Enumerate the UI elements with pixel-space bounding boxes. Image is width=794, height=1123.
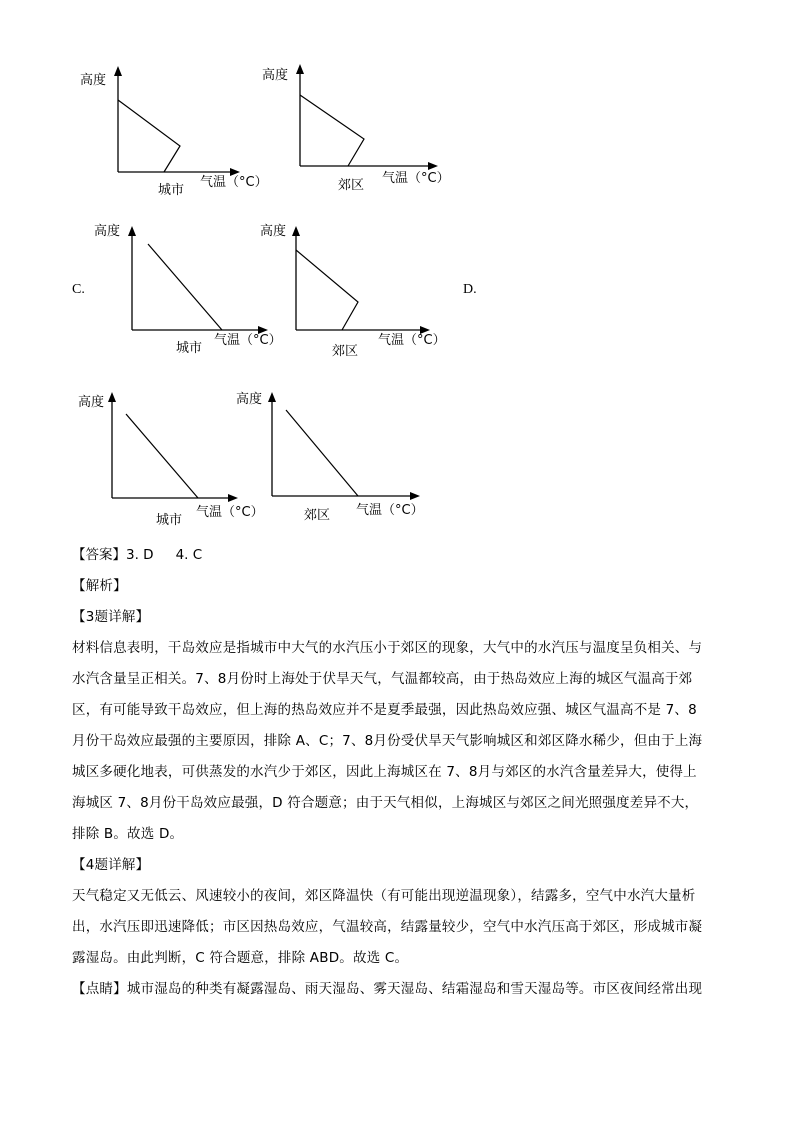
temperature-profile-line [126,414,198,498]
q4-heading: 【4题详解】 [72,857,150,873]
x-axis-label: 气温（°C） [200,175,268,190]
q3-heading: 【3题详解】 [72,609,150,625]
area-label: 郊区 [332,344,359,359]
comment-text: 城市湿岛的种类有凝露湿岛、雨天湿岛、雾天湿岛、结霜湿岛和雪天湿岛等。市区夜间经常出现 [126,981,703,997]
temperature-profile-line [286,410,358,496]
y-axis-arrow [108,392,116,402]
answer-line [72,540,202,571]
y-axis-label: 高度 [260,224,287,239]
q4-line: 露湿岛。由此判断，C 符合题意，排除 ABD。故选 C。 [72,950,409,966]
explanation [72,571,722,1005]
answer-q3: 3. D [126,547,154,563]
q3-line: 城区多硬化地表，可供蒸发的水汽少于郊区，因此上海城区在 7、8月与郊区的水汽含量差异大，使得上 [72,764,697,780]
q3-line: 排除 B。故选 D。 [72,826,184,842]
comment-label: 【点睛】 [72,981,127,997]
comment-line [72,974,722,1005]
temperature-profile-line [300,95,364,166]
q3-line: 月份干岛效应最强的主要原因，排除 A、C；7、8月份受伏旱天气影响城区和郊区降水稀少，但由于上海 [72,733,703,749]
area-label: 郊区 [338,178,365,193]
chart-b-city [72,62,282,202]
temperature-profile-line [296,250,358,330]
x-axis-arrow [410,492,420,500]
answer-q4: 4. C [175,547,203,563]
q4-line: 出，水汽压即迅速降低；市区因热岛效应，气温较高，结露量较少，空气中水汽压高于郊区，形成城市凝 [72,919,703,935]
y-axis-label: 高度 [94,224,121,239]
y-axis-label: 高度 [78,395,105,410]
analysis-heading: 【解析】 [72,578,127,594]
y-axis-label: 高度 [262,68,289,83]
chart-c-suburb [254,220,474,360]
y-axis-arrow [296,64,304,74]
x-axis-label: 气温（°C） [378,333,446,348]
option-d-label: D. [463,282,477,297]
area-label: 郊区 [304,508,331,523]
y-axis-arrow [128,226,136,236]
x-axis-label: 气温（°C） [214,333,282,348]
x-axis-arrow [428,162,438,170]
temperature-profile-line [118,100,180,172]
option-c-label: C. [72,282,85,297]
q3-line: 区，有可能导致干岛效应，但上海的热岛效应并不是夏季最强，因此热岛效应强、城区气温高不是 7、8 [72,702,697,718]
x-axis-label: 气温（°C） [382,171,450,186]
q3-line: 海城区 7、8月份干岛效应最强，D 符合题意；由于天气相似，上海城区与郊区之间光照强度差异不大， [72,795,699,811]
x-axis-label: 气温（°C） [196,505,264,520]
y-axis-arrow [114,66,122,76]
q4-line: 天气稳定又无低云、风速较小的夜间，郊区降温快（有可能出现逆温现象），结露多，空气中水汽大量析 [72,888,696,904]
area-label: 城市 [176,341,203,356]
y-axis-arrow [268,392,276,402]
chart-d-suburb [236,388,466,528]
area-label: 城市 [158,183,185,198]
temperature-profile-line [148,244,222,330]
y-axis-arrow [292,226,300,236]
q3-line: 水汽含量呈正相关。7、8月份时上海处于伏旱天气，气温都较高，由于热岛效应上海的城区气温高于郊 [72,671,693,687]
area-label: 城市 [156,513,183,528]
chart-b-suburb [254,62,484,202]
q3-line: 材料信息表明，干岛效应是指城市中大气的水汽压小于郊区的现象，大气中的水汽压与温度呈负相关、与 [72,640,703,656]
y-axis-label: 高度 [80,73,107,88]
x-axis-label: 气温（°C） [356,503,424,518]
answer-label: 【答案】 [72,547,126,563]
y-axis-label: 高度 [236,392,263,407]
